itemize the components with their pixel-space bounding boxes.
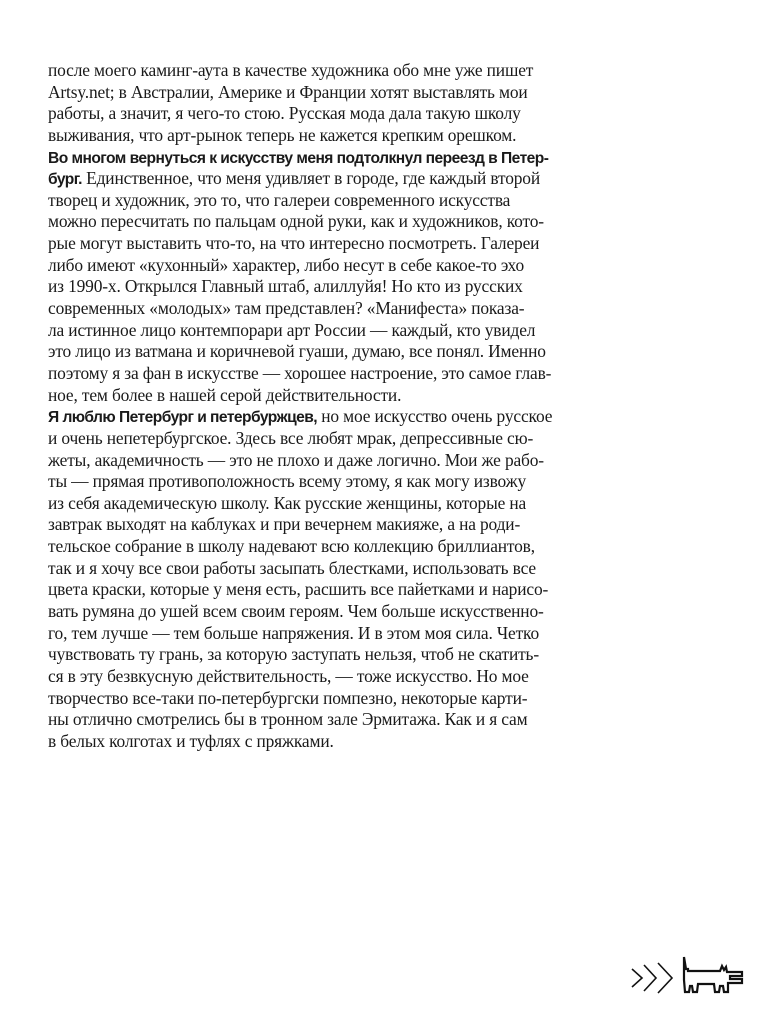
line-text: поэтому я за фан в искусстве — хорошее настроение, это самое глав- [48, 362, 552, 383]
line-text: творец и художник, это то, что галереи современного искусства [48, 189, 511, 210]
text-line [48, 298, 614, 320]
text-line [48, 233, 614, 255]
text-line [48, 147, 614, 169]
line-text: ся в эту безвкусную действительность, — тоже искусство. Но мое [48, 665, 529, 686]
text-line [48, 103, 614, 125]
line-text: в белых колготах и туфлях с пряжками. [48, 730, 334, 751]
line-text: либо имеют «кухонный» характер, либо несут в себе какое-то эхо [48, 254, 524, 275]
footer-mark [628, 955, 748, 1000]
triple-chevron-right-icon[interactable] [632, 963, 672, 993]
line-text: Единственное, что меня удивляет в городе, где каждый второй [81, 168, 541, 189]
text-line [48, 406, 614, 428]
text-line [48, 428, 614, 450]
text-line [48, 363, 614, 385]
line-text: цвета краски, которые у меня есть, расшить все пайетками и нарисо- [48, 579, 549, 600]
line-text: Artsy.net; в Австралии, Америке и Франции хотят выставлять мои [48, 81, 528, 102]
text-line [48, 341, 614, 363]
line-text: это лицо из ватмана и коричневой гуаши, думаю, все понял. Именно [48, 341, 546, 362]
text-line [48, 190, 614, 212]
text-line [48, 276, 614, 298]
line-text: творчество все-таки по-петербургски помпезно, некоторые карти- [48, 687, 528, 708]
text-line [48, 688, 614, 710]
line-text: выживания, что арт-рынок теперь не кажется крепким орешком. [48, 124, 517, 145]
line-text: из себя академическую школу. Как русские женщины, которые на [48, 492, 527, 513]
line-text: вать румяна до ушей всем своим героям. Чем больше искусственно- [48, 601, 544, 622]
article-body [48, 60, 614, 753]
line-text: завтрак выходят на каблуках и при вечернем макияже, а на роди- [48, 514, 521, 535]
text-line [48, 514, 614, 536]
line-text: так и я хочу все свои работы засыпать блестками, использовать все [48, 557, 536, 578]
text-line [48, 60, 614, 82]
text-line [48, 623, 614, 645]
text-line [48, 666, 614, 688]
line-text: из 1990-х. Открылся Главный штаб, алиллуйя! Но кто из русских [48, 276, 523, 297]
text-line [48, 125, 614, 147]
text-line [48, 601, 614, 623]
line-text: но мое искусство очень русское [317, 406, 553, 427]
text-line [48, 450, 614, 472]
line-text: и очень непетербургское. Здесь все любят мрак, депрессивные сю- [48, 427, 534, 448]
line-text: рые могут выставить что-то, на что интересно посмотреть. Галереи [48, 233, 540, 254]
line-text: тельское собрание в школу надевают всю коллекцию бриллиантов, [48, 536, 535, 557]
text-line [48, 385, 614, 407]
lead-in-bold: Я люблю Петербург и петербуржцев, [48, 409, 318, 427]
text-line [48, 493, 614, 515]
text-line [48, 471, 614, 493]
text-line [48, 731, 614, 753]
line-text: го, тем лучше — тем больше напряжения. И в этом моя сила. Четко [48, 622, 540, 643]
line-text: ны отлично смотрелись бы в тронном зале Эрмитажа. Как и я сам [48, 709, 528, 730]
text-line [48, 558, 614, 580]
line-text: после моего каминг-аута в качестве художника обо мне уже пишет [48, 60, 534, 80]
line-text: работы, а значит, я чего-то стою. Русская мода дала такую школу [48, 103, 521, 124]
lead-in-bold: Во многом вернуться к искусству меня подтолкнул переезд в Петер- [48, 149, 549, 167]
dog-logo-icon [684, 957, 742, 992]
text-line [48, 168, 614, 190]
text-line [48, 82, 614, 104]
line-text: ное, тем более в нашей серой действительности. [48, 384, 402, 405]
text-line [48, 211, 614, 233]
text-line [48, 255, 614, 277]
line-text: ла истинное лицо контемпорари арт России — каждый, кто увидел [48, 319, 536, 340]
text-line [48, 320, 614, 342]
text-line [48, 709, 614, 731]
text-line [48, 579, 614, 601]
line-text: можно пересчитать по пальцам одной руки, как и художников, кото- [48, 211, 544, 232]
line-text: ты — прямая противоположность всему этому, я как могу извожу [48, 471, 527, 492]
line-text: чувствовать ту грань, за которую заступать нельзя, чтоб не скатить- [48, 644, 539, 665]
line-text: жеты, академичность — это не плохо и даже логично. Мои же рабо- [48, 449, 544, 470]
lead-in-bold: бург. [48, 171, 82, 189]
line-text: современных «молодых» там представлен? «Манифеста» показа- [48, 298, 525, 319]
footer-svg [628, 955, 748, 1000]
text-line [48, 644, 614, 666]
text-line [48, 536, 614, 558]
